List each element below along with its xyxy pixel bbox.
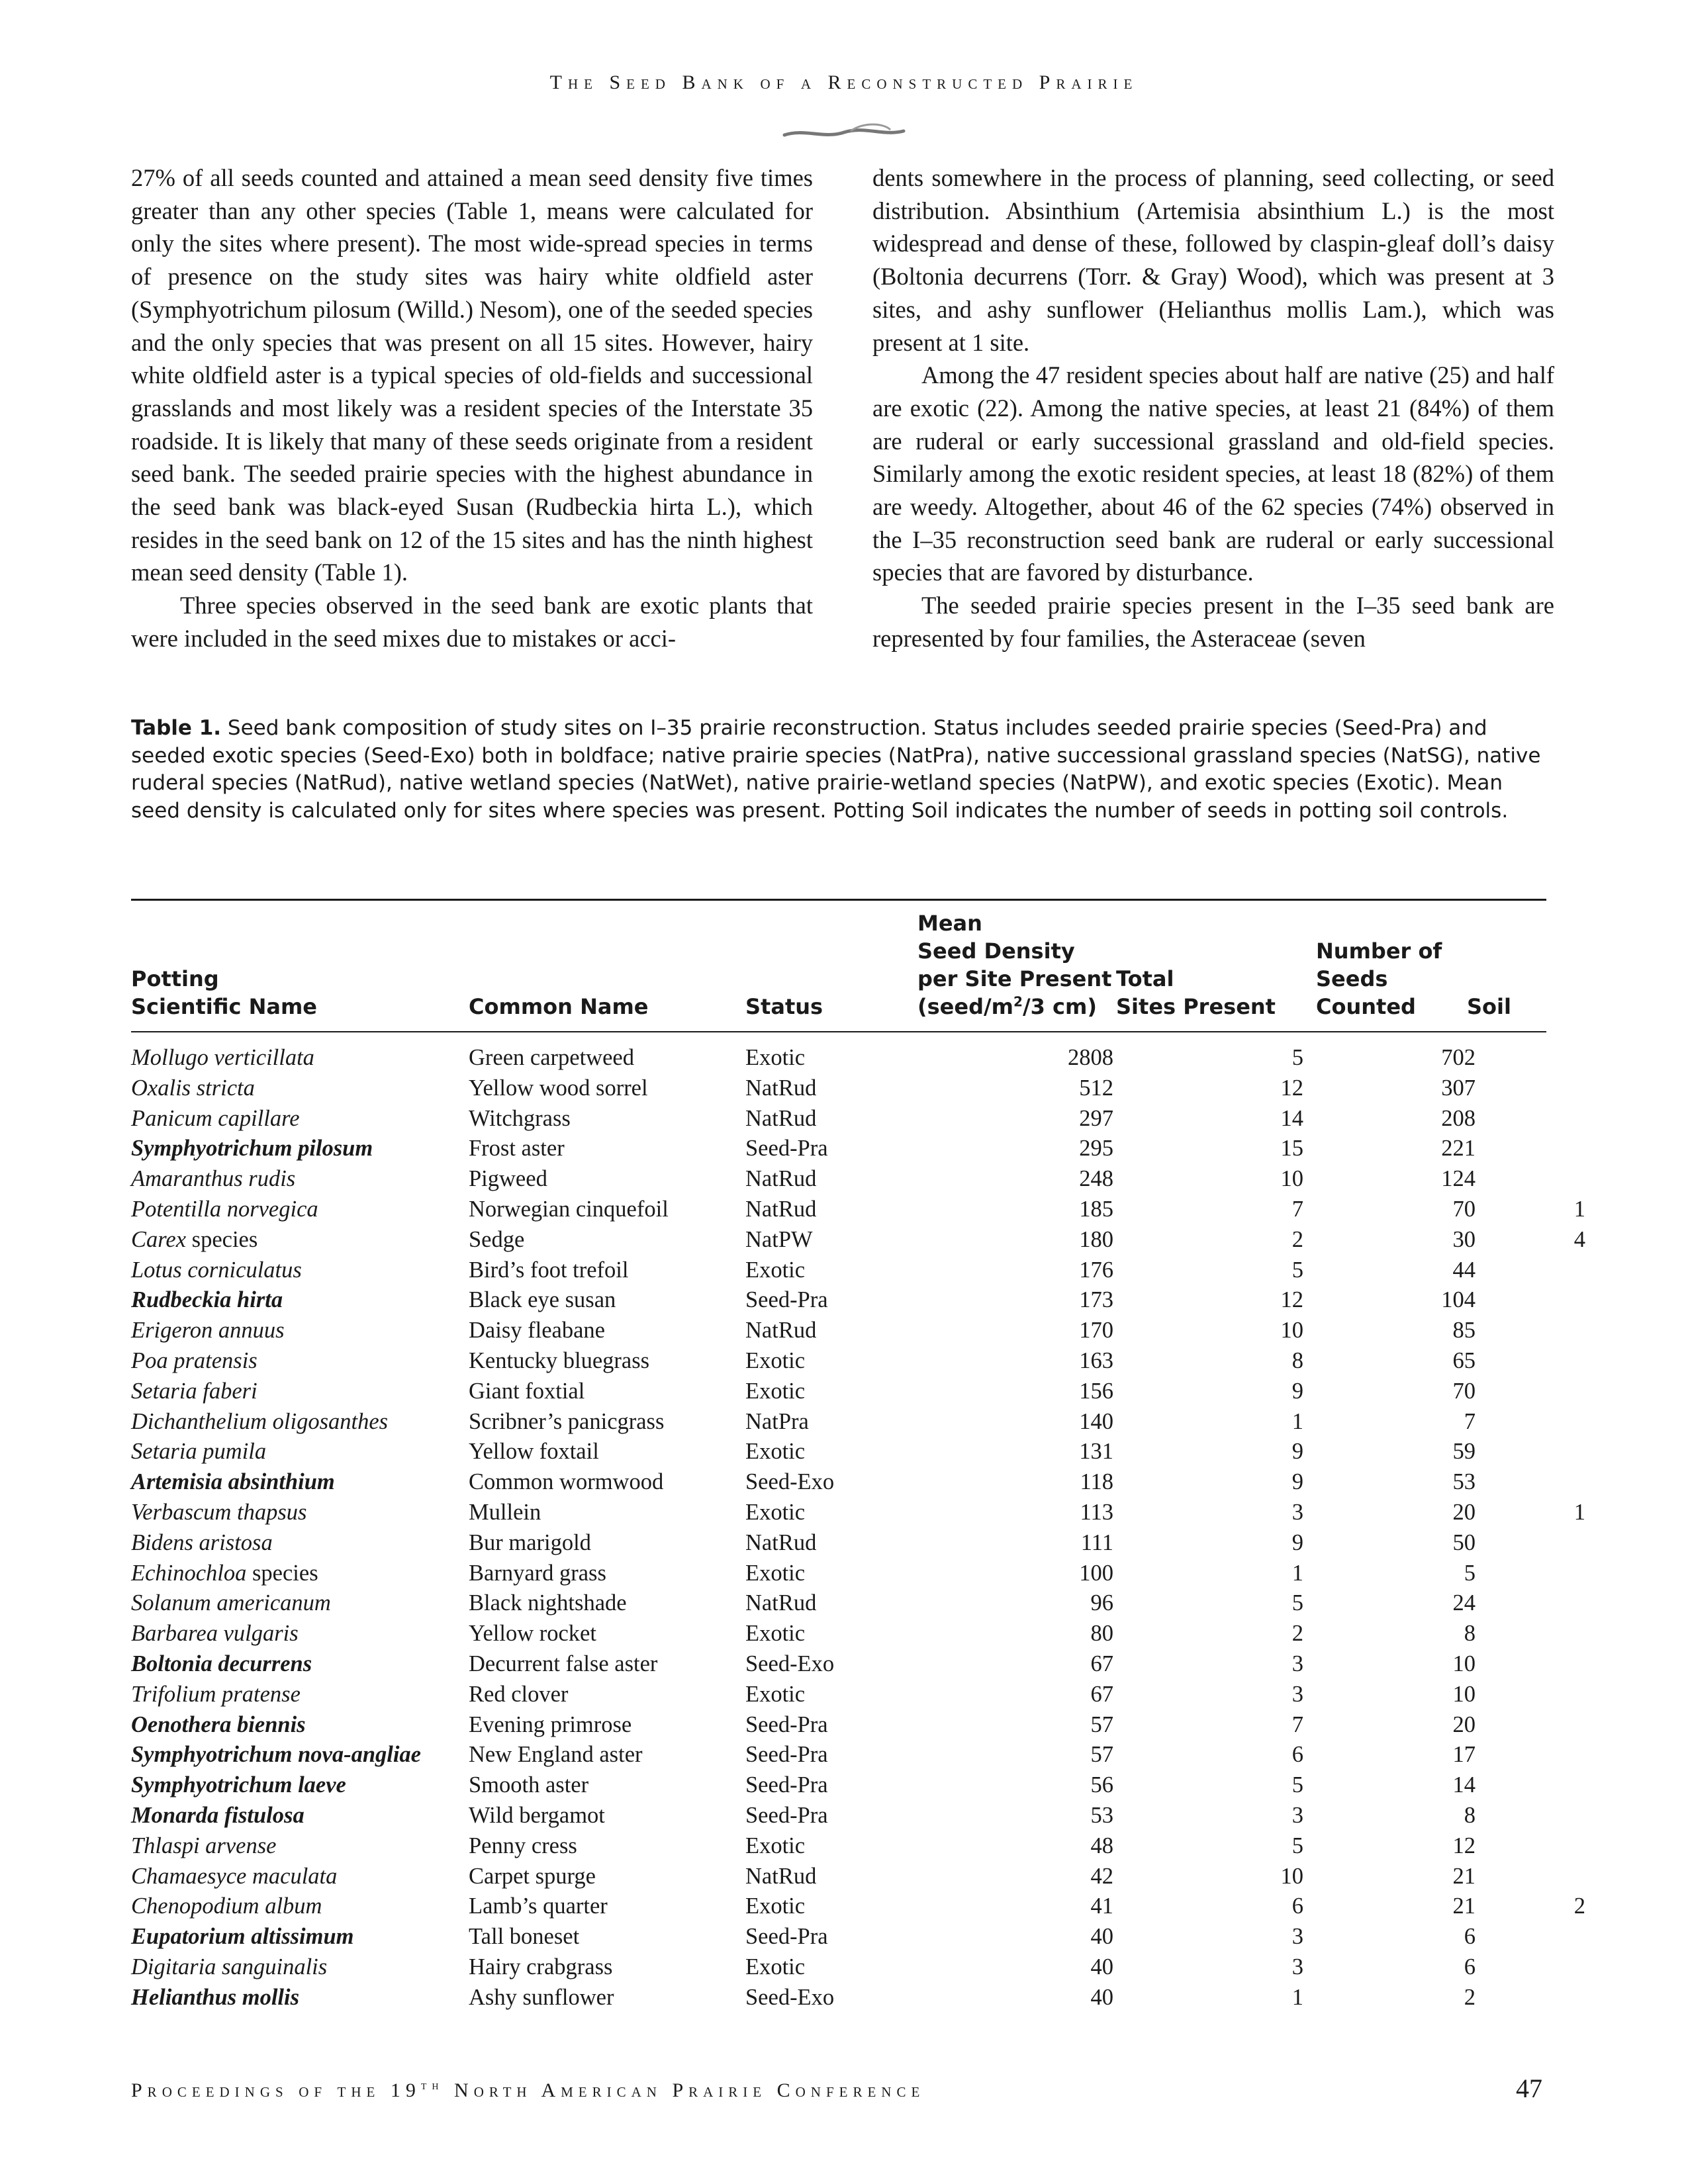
table-row — [131, 1043, 1585, 1073]
cell-sites-present: 5 — [1291, 1045, 1303, 1070]
table-row — [131, 1740, 1585, 1770]
cell-sites-present: 2 — [1291, 1226, 1303, 1252]
cell-status: Exotic — [745, 1954, 806, 1979]
cell-common-name: Red clover — [469, 1681, 569, 1707]
cell-common-name: Pigweed — [469, 1166, 547, 1192]
cell-sites-present: 1 — [1291, 1408, 1303, 1434]
cell-potting-soil: 1 — [1573, 1499, 1585, 1525]
cell-seeds-counted: 10 — [1452, 1681, 1476, 1707]
cell-scientific-name: Rudbeckia hirta — [131, 1287, 283, 1313]
cell-status: Seed-Pra — [745, 1287, 828, 1313]
cell-mean-density: 156 — [1079, 1378, 1113, 1404]
header-soil: Soil — [1467, 994, 1511, 1019]
cell-sites-present: 14 — [1280, 1105, 1303, 1131]
cell-mean-density: 42 — [1090, 1863, 1113, 1889]
table-header-rule — [131, 1031, 1546, 1032]
cell-sites-present: 9 — [1291, 1378, 1303, 1404]
cell-common-name: Barnyard grass — [469, 1560, 606, 1586]
cell-sites-present: 12 — [1280, 1075, 1303, 1101]
cell-seeds-counted: 53 — [1452, 1469, 1476, 1495]
cell-seeds-counted: 44 — [1452, 1257, 1476, 1283]
table-row — [131, 1680, 1585, 1710]
cell-seeds-counted: 20 — [1452, 1711, 1476, 1737]
cell-mean-density: 163 — [1079, 1347, 1113, 1373]
cell-potting-soil: 4 — [1573, 1226, 1585, 1252]
header-total-sites: Total Sites Present — [1116, 966, 1276, 1019]
table-row — [131, 1407, 1585, 1437]
cell-mean-density: 67 — [1090, 1651, 1113, 1676]
cell-scientific-name: Boltonia decurrens — [131, 1651, 312, 1676]
cell-sites-present: 5 — [1291, 1772, 1303, 1798]
cell-scientific-name: Trifolium pratense — [131, 1681, 301, 1707]
cell-common-name: Lamb’s quarter — [469, 1893, 608, 1919]
cell-potting-soil — [1476, 1104, 1585, 1134]
footer-proceedings: Proceedings of the 19th North American Prairie Conference — [131, 2078, 925, 2101]
cell-scientific-name: Monarda fistulosa — [131, 1802, 305, 1828]
table-row — [131, 1831, 1585, 1862]
cell-mean-density: 295 — [1079, 1136, 1113, 1161]
cell-status: Seed-Exo — [745, 1469, 835, 1495]
header-seed-count: Number of Seeds Counted — [1316, 938, 1442, 1019]
cell-status: NatRud — [745, 1105, 817, 1131]
cell-seeds-counted: 12 — [1452, 1833, 1476, 1858]
paragraph: Three species observed in the seed bank are exotic plants that were included in the seed mixes due to mistakes or acci- — [131, 592, 813, 652]
table-row — [131, 1134, 1585, 1164]
table-row — [131, 1528, 1585, 1559]
cell-sites-present: 8 — [1291, 1347, 1303, 1373]
table-row — [131, 1195, 1585, 1225]
cell-common-name: Witchgrass — [469, 1105, 571, 1131]
cell-status: Exotic — [745, 1621, 806, 1647]
table-row — [131, 1922, 1585, 1952]
table-row — [131, 1073, 1585, 1104]
cell-potting-soil — [1476, 1922, 1585, 1952]
cell-common-name: Bur marigold — [469, 1529, 591, 1555]
cell-mean-density: 80 — [1090, 1621, 1113, 1647]
cell-status: Exotic — [745, 1499, 806, 1525]
cell-status: NatRud — [745, 1075, 817, 1101]
cell-sites-present: 6 — [1291, 1742, 1303, 1768]
table-row — [131, 1801, 1585, 1831]
header-status: Status — [745, 994, 823, 1019]
cell-potting-soil — [1476, 1559, 1585, 1589]
cell-potting-soil — [1476, 1134, 1585, 1164]
cell-status: Seed-Exo — [745, 1651, 835, 1676]
cell-seeds-counted: 7 — [1464, 1408, 1476, 1434]
cell-potting-soil — [1476, 1043, 1585, 1073]
table-row — [131, 1710, 1585, 1741]
cell-seeds-counted: 70 — [1452, 1378, 1476, 1404]
table-row — [131, 1649, 1585, 1680]
cell-status: Exotic — [745, 1833, 806, 1858]
cell-seeds-counted: 8 — [1464, 1621, 1476, 1647]
cell-status: NatRud — [745, 1590, 817, 1616]
cell-seeds-counted: 20 — [1452, 1499, 1476, 1525]
cell-common-name: Penny cress — [469, 1833, 577, 1858]
cell-potting-soil — [1476, 1952, 1585, 1983]
cell-sites-present: 15 — [1280, 1136, 1303, 1161]
cell-seeds-counted: 8 — [1464, 1802, 1476, 1828]
cell-status: Exotic — [745, 1893, 806, 1919]
cell-sites-present: 1 — [1291, 1560, 1303, 1586]
cell-common-name: Tall boneset — [469, 1924, 580, 1950]
cell-potting-soil — [1476, 1316, 1585, 1346]
cell-mean-density: 131 — [1079, 1439, 1113, 1465]
table-row — [131, 1862, 1585, 1892]
cell-status: Exotic — [745, 1347, 806, 1373]
table-caption-label: Table 1. — [131, 716, 222, 740]
cell-mean-density: 41 — [1090, 1893, 1113, 1919]
cell-seeds-counted: 307 — [1441, 1075, 1476, 1101]
cell-sites-present: 5 — [1291, 1833, 1303, 1858]
cell-status: Exotic — [745, 1378, 806, 1404]
table-row — [131, 1225, 1585, 1255]
cell-status: NatPra — [745, 1408, 809, 1434]
cell-potting-soil — [1476, 1831, 1585, 1862]
cell-seeds-counted: 30 — [1452, 1226, 1476, 1252]
cell-seeds-counted: 70 — [1452, 1196, 1476, 1222]
cell-sites-present: 1 — [1291, 1984, 1303, 2010]
cell-scientific-name: Oxalis stricta — [131, 1075, 255, 1101]
cell-seeds-counted: 702 — [1441, 1045, 1476, 1070]
cell-mean-density: 57 — [1090, 1711, 1113, 1737]
table-row — [131, 1346, 1585, 1377]
cell-mean-density: 57 — [1090, 1742, 1113, 1768]
cell-mean-density: 170 — [1079, 1318, 1113, 1343]
cell-status: Seed-Pra — [745, 1802, 828, 1828]
cell-potting-soil — [1476, 1710, 1585, 1741]
cell-potting-soil — [1476, 1740, 1585, 1770]
cell-common-name: Evening primrose — [469, 1711, 632, 1737]
cell-potting-soil — [1476, 1377, 1585, 1407]
cell-common-name: Carpet spurge — [469, 1863, 596, 1889]
table-top-rule — [131, 899, 1546, 901]
cell-scientific-name: Helianthus mollis — [131, 1984, 300, 2010]
cell-common-name: Green carpetweed — [469, 1045, 634, 1070]
cell-common-name: Scribner’s panicgrass — [469, 1408, 665, 1434]
cell-potting-soil — [1476, 1619, 1585, 1649]
cell-sites-present: 7 — [1291, 1196, 1303, 1222]
table-row — [131, 1619, 1585, 1649]
cell-common-name: Yellow foxtail — [469, 1439, 599, 1465]
cell-sites-present: 9 — [1291, 1529, 1303, 1555]
cell-mean-density: 297 — [1079, 1105, 1113, 1131]
cell-common-name: Giant foxtial — [469, 1378, 585, 1404]
cell-potting-soil — [1476, 1528, 1585, 1559]
cell-mean-density: 512 — [1079, 1075, 1113, 1101]
table-row — [131, 1770, 1585, 1801]
cell-sites-present: 3 — [1291, 1651, 1303, 1676]
cell-common-name: Norwegian cinquefoil — [469, 1196, 669, 1222]
cell-sites-present: 12 — [1280, 1287, 1303, 1313]
cell-seeds-counted: 24 — [1452, 1590, 1476, 1616]
cell-common-name: Hairy crabgrass — [469, 1954, 613, 1979]
cell-status: Exotic — [745, 1045, 806, 1070]
cell-sites-present: 9 — [1291, 1439, 1303, 1465]
table-caption-text: Seed bank composition of study sites on I–35 prairie reconstruction. Status includes seeded prairie species (Seed-Pra) and seeded exotic species (Seed-Exo) both in boldface; native prairie species (NatPra), native successional grassland species (NatSG), native ruderal species (NatRud), native wetland species (NatWet), native prairie-wetland species (NatPW), and exotic species (Exotic). Mean seed density is calculated only for sites where species was present. Potting Soil indicates the number of seeds in potting soil controls. — [131, 716, 1541, 823]
cell-sites-present: 2 — [1291, 1621, 1303, 1647]
body-column-right — [872, 161, 1554, 655]
cell-scientific-name: Potentilla norvegica — [131, 1196, 318, 1222]
cell-scientific-name: Bidens aristosa — [131, 1529, 273, 1555]
cell-potting-soil: 1 — [1573, 1196, 1585, 1222]
cell-status: Seed-Pra — [745, 1711, 828, 1737]
table-row — [131, 1498, 1585, 1528]
cell-seeds-counted: 17 — [1452, 1742, 1476, 1768]
cell-sites-present: 3 — [1291, 1924, 1303, 1950]
cell-mean-density: 40 — [1090, 1954, 1113, 1979]
cell-common-name: Wild bergamot — [469, 1802, 605, 1828]
cell-seeds-counted: 10 — [1452, 1651, 1476, 1676]
cell-mean-density: 40 — [1090, 1924, 1113, 1950]
cell-common-name: Decurrent false aster — [469, 1651, 658, 1676]
cell-status: Seed-Pra — [745, 1742, 828, 1768]
cell-sites-present: 3 — [1291, 1681, 1303, 1707]
table-row — [131, 1437, 1585, 1467]
cell-mean-density: 111 — [1080, 1529, 1113, 1555]
cell-common-name: Common wormwood — [469, 1469, 664, 1495]
table-row — [131, 1104, 1585, 1134]
cell-scientific-name: Digitaria sanguinalis — [131, 1954, 328, 1979]
cell-common-name: Mullein — [469, 1499, 541, 1525]
cell-mean-density: 173 — [1079, 1287, 1113, 1313]
cell-mean-density: 40 — [1090, 1984, 1113, 2010]
cell-common-name: Yellow wood sorrel — [469, 1075, 648, 1101]
cell-mean-density: 56 — [1090, 1772, 1113, 1798]
cell-status: Seed-Pra — [745, 1136, 828, 1161]
cell-scientific-name: Echinochloa species — [131, 1560, 318, 1586]
cell-scientific-name: Eupatorium altissimum — [131, 1924, 354, 1950]
cell-scientific-name: Thlaspi arvense — [131, 1833, 277, 1858]
cell-status: Seed-Pra — [745, 1772, 828, 1798]
cell-common-name: Daisy fleabane — [469, 1318, 605, 1343]
cell-sites-present: 3 — [1291, 1802, 1303, 1828]
cell-scientific-name: Setaria faberi — [131, 1378, 258, 1404]
cell-scientific-name: Symphyotrichum nova-angliae — [131, 1742, 421, 1768]
cell-seeds-counted: 14 — [1452, 1772, 1476, 1798]
cell-mean-density: 48 — [1090, 1833, 1113, 1858]
cell-status: NatPW — [745, 1226, 813, 1252]
body-column-left — [131, 161, 813, 655]
cell-common-name: Smooth aster — [469, 1772, 589, 1798]
cell-status: NatRud — [745, 1863, 817, 1889]
cell-potting-soil — [1476, 1407, 1585, 1437]
table-row — [131, 1559, 1585, 1589]
table-row — [131, 1255, 1585, 1286]
cell-scientific-name: Symphyotrichum pilosum — [131, 1136, 373, 1161]
cell-common-name: Bird’s foot trefoil — [469, 1257, 629, 1283]
cell-sites-present: 3 — [1291, 1954, 1303, 1979]
cell-status: Exotic — [745, 1257, 806, 1283]
cell-scientific-name: Symphyotrichum laeve — [131, 1772, 346, 1798]
cell-scientific-name: Dichanthelium oligosanthes — [131, 1408, 389, 1434]
cell-potting-soil — [1476, 1801, 1585, 1831]
cell-status: Exotic — [745, 1681, 806, 1707]
cell-sites-present: 10 — [1280, 1318, 1303, 1343]
cell-scientific-name: Amaranthus rudis — [131, 1166, 296, 1192]
header-mean-density: Mean Seed Density per Site Present ($seed/m^2/3$ cm) — [917, 911, 1112, 1019]
cell-common-name: New England aster — [469, 1742, 643, 1768]
cell-potting-soil — [1476, 1680, 1585, 1710]
cell-seeds-counted: 6 — [1464, 1954, 1476, 1979]
cell-mean-density: 180 — [1079, 1226, 1113, 1252]
cell-status: NatRud — [745, 1529, 817, 1555]
cell-scientific-name: Lotus corniculatus — [131, 1257, 302, 1283]
cell-common-name: Yellow rocket — [469, 1621, 596, 1647]
cell-seeds-counted: 208 — [1441, 1105, 1476, 1131]
cell-mean-density: 113 — [1080, 1499, 1113, 1525]
cell-mean-density: 140 — [1079, 1408, 1113, 1434]
table-row — [131, 1952, 1585, 1983]
table-row — [131, 1891, 1585, 1922]
cell-scientific-name: Mollugo verticillata — [131, 1045, 314, 1070]
paragraph: Among the 47 resident species about half are native (25) and half are exotic (22). Among the native species, at least 21 (84%) of them are ruderal or early successional grassland and old-field species. Similarly among the exotic resident species, at least 18 (82%) of them are weedy. Altogether, about 46 of the 62 species (74%) observed in the I–35 reconstruction seed bank are ruderal or early successional species that are favored by disturbance. — [872, 361, 1554, 586]
cell-sites-present: 5 — [1291, 1257, 1303, 1283]
cell-potting-soil — [1476, 1770, 1585, 1801]
table-row — [131, 1467, 1585, 1498]
cell-seeds-counted: 21 — [1452, 1863, 1476, 1889]
cell-scientific-name: Solanum americanum — [131, 1590, 331, 1616]
cell-scientific-name: Barbarea vulgaris — [131, 1621, 299, 1647]
cell-common-name: Kentucky bluegrass — [469, 1347, 650, 1373]
page-number: 47 — [1516, 2073, 1542, 2103]
cell-status: NatRud — [745, 1318, 817, 1343]
cell-sites-present: 5 — [1291, 1590, 1303, 1616]
cell-mean-density: 67 — [1090, 1681, 1113, 1707]
cell-mean-density: 118 — [1080, 1469, 1113, 1495]
cell-sites-present: 10 — [1280, 1166, 1303, 1192]
paragraph: dents somewhere in the process of planning, seed collecting, or seed distribution. Absinthium (Artemisia absinthium L.) is the most widespread and dense of these, followed by claspin-gleaf doll’s daisy (Boltonia decurrens (Torr. & Gray) Wood), which was present at 3 sites, and ashy sunflower (Helianthus mollis Lam.), which was present at 1 site. — [872, 164, 1554, 356]
header-scientific-name: Potting Scientific Name — [131, 966, 317, 1019]
ornament-flourish-icon — [778, 119, 910, 146]
cell-scientific-name: Setaria pumila — [131, 1439, 267, 1465]
cell-scientific-name: Oenothera biennis — [131, 1711, 306, 1737]
cell-sites-present: 7 — [1291, 1711, 1303, 1737]
cell-mean-density: 53 — [1090, 1802, 1113, 1828]
cell-status: Seed-Pra — [745, 1924, 828, 1950]
running-head: The Seed Bank of a Reconstructed Prairie — [549, 71, 1139, 93]
paragraph: 27% of all seeds counted and attained a mean seed density five times greater than any other species (Table 1, means were calculated for only the sites where present). The most wide-spread species in terms of presence on the study sites was hairy white oldfield aster (Symphyotrichum pilosum (Willd.) Nesom), one of the seeded species and the only species that was present on all 15 sites. However, hairy white oldfield aster is a typical species of old-fields and successional grasslands and most likely was a resident species of the Interstate 35 roadside. It is likely that many of these seeds originate from a resident seed bank. The seeded prairie species with the highest abundance in the seed bank was black-eyed Susan (Rudbeckia hirta L.), which resides in the seed bank on 12 of the 15 sites and has the ninth highest mean seed density (Table 1). — [131, 164, 813, 586]
cell-scientific-name: Artemisia absinthium — [131, 1469, 335, 1495]
table-row — [131, 1164, 1585, 1195]
cell-common-name: Frost aster — [469, 1136, 565, 1161]
cell-mean-density: 185 — [1079, 1196, 1113, 1222]
table-row — [131, 1588, 1585, 1619]
cell-sites-present: 9 — [1291, 1469, 1303, 1495]
cell-potting-soil — [1476, 1285, 1585, 1316]
cell-status: Exotic — [745, 1560, 806, 1586]
cell-mean-density: 100 — [1079, 1560, 1113, 1586]
cell-scientific-name: Verbascum thapsus — [131, 1499, 307, 1525]
header-common-name: Common Name — [469, 994, 649, 1019]
table-row — [131, 1377, 1585, 1407]
cell-scientific-name: Poa pratensis — [131, 1347, 258, 1373]
cell-potting-soil — [1476, 1346, 1585, 1377]
cell-potting-soil — [1476, 1649, 1585, 1680]
cell-potting-soil — [1476, 1862, 1585, 1892]
cell-seeds-counted: 2 — [1464, 1984, 1476, 2010]
cell-potting-soil: 2 — [1573, 1893, 1585, 1919]
cell-scientific-name: Panicum capillare — [131, 1105, 300, 1131]
cell-potting-soil — [1476, 1437, 1585, 1467]
table-row — [131, 1316, 1585, 1346]
cell-potting-soil — [1476, 1255, 1585, 1286]
table-caption — [131, 715, 1556, 825]
cell-scientific-name: Chenopodium album — [131, 1893, 322, 1919]
cell-potting-soil — [1476, 1467, 1585, 1498]
seed-bank-table — [131, 1043, 1585, 2013]
cell-potting-soil — [1476, 1588, 1585, 1619]
cell-scientific-name: Carex species — [131, 1226, 258, 1252]
cell-mean-density: 96 — [1090, 1590, 1113, 1616]
table-row — [131, 1983, 1585, 2013]
cell-common-name: Sedge — [469, 1226, 525, 1252]
cell-status: NatRud — [745, 1196, 817, 1222]
cell-common-name: Black eye susan — [469, 1287, 616, 1313]
cell-seeds-counted: 65 — [1452, 1347, 1476, 1373]
cell-seeds-counted: 59 — [1452, 1439, 1476, 1465]
cell-seeds-counted: 124 — [1441, 1166, 1476, 1192]
cell-mean-density: 176 — [1079, 1257, 1113, 1283]
paragraph: The seeded prairie species present in the I–35 seed bank are represented by four families, the Asteraceae (seven — [872, 592, 1554, 652]
cell-seeds-counted: 5 — [1464, 1560, 1476, 1586]
cell-seeds-counted: 50 — [1452, 1529, 1476, 1555]
cell-common-name: Ashy sunflower — [469, 1984, 614, 2010]
cell-sites-present: 3 — [1291, 1499, 1303, 1525]
cell-seeds-counted: 6 — [1464, 1924, 1476, 1950]
cell-seeds-counted: 221 — [1441, 1136, 1476, 1161]
cell-mean-density: 2808 — [1068, 1045, 1113, 1070]
cell-potting-soil — [1476, 1164, 1585, 1195]
cell-sites-present: 10 — [1280, 1863, 1303, 1889]
cell-mean-density: 248 — [1079, 1166, 1113, 1192]
cell-status: NatRud — [745, 1166, 817, 1192]
cell-common-name: Black nightshade — [469, 1590, 627, 1616]
cell-potting-soil — [1476, 1073, 1585, 1104]
cell-seeds-counted: 21 — [1452, 1893, 1476, 1919]
cell-potting-soil — [1476, 1983, 1585, 2013]
cell-status: Exotic — [745, 1439, 806, 1465]
cell-scientific-name: Erigeron annuus — [131, 1318, 285, 1343]
cell-status: Seed-Exo — [745, 1984, 835, 2010]
table-row — [131, 1285, 1585, 1316]
cell-scientific-name: Chamaesyce maculata — [131, 1863, 338, 1889]
cell-seeds-counted: 104 — [1441, 1287, 1476, 1313]
cell-seeds-counted: 85 — [1452, 1318, 1476, 1343]
cell-sites-present: 6 — [1291, 1893, 1303, 1919]
